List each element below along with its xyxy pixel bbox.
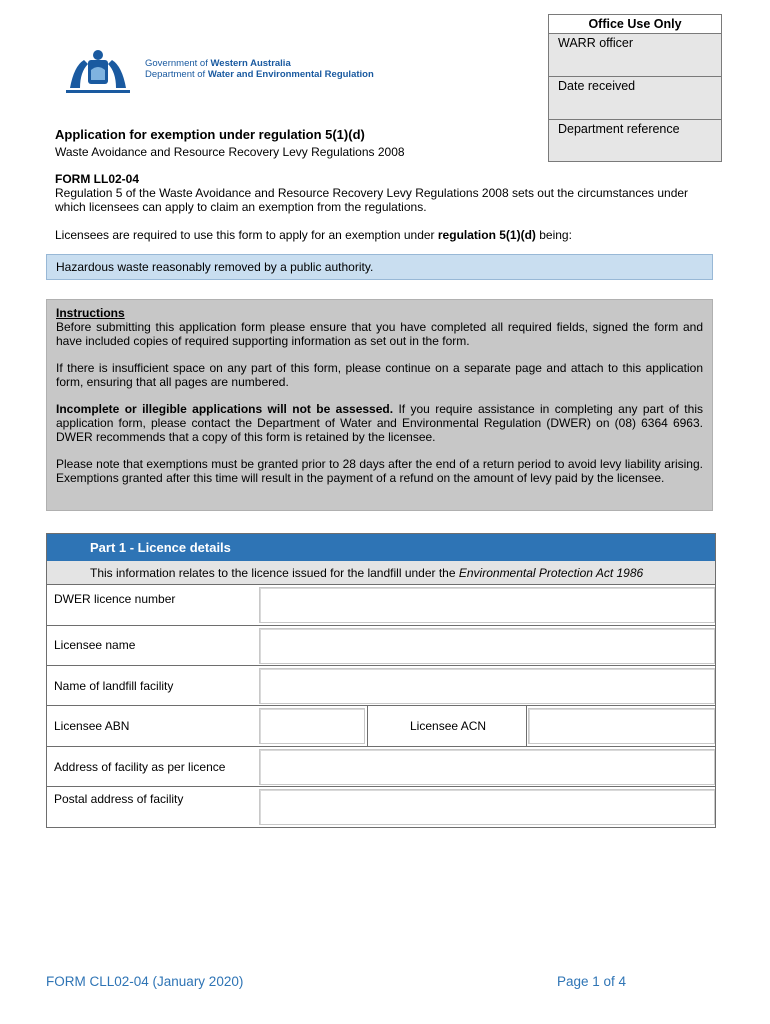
licensees-text: Licensees are required to use this form to apply for an exemption under [55, 228, 438, 242]
page-subtitle: Waste Avoidance and Resource Recovery Levy Regulations 2008 [55, 145, 405, 159]
wa-crest-logo [62, 48, 134, 98]
column-divider [367, 706, 368, 747]
landfill-name-label: Name of landfill facility [54, 679, 174, 693]
dwer-licence-row [47, 585, 715, 626]
facility-address-input[interactable] [259, 749, 715, 785]
office-use-box [548, 14, 722, 162]
postal-address-label: Postal address of facility [54, 792, 184, 806]
department-reference-field[interactable] [549, 120, 721, 163]
intro-paragraph: Regulation 5 of the Waste Avoidance and Resource Recovery Levy Regulations 2008 sets out the circumstances under which licensees can apply to claim an exemption from the regulations. [55, 186, 689, 214]
exemption-category-box: Hazardous waste reasonably removed by a public authority. [46, 254, 713, 280]
licensee-name-label: Licensee name [54, 638, 136, 652]
department-logo-text [145, 58, 374, 80]
page-title: Application for exemption under regulation 5(1)(d) [55, 127, 365, 142]
part1-subheading [47, 561, 715, 585]
licensees-text-end: being: [535, 228, 572, 242]
date-received-label: Date received [558, 79, 636, 93]
instructions-paragraph [56, 402, 703, 444]
instructions-box [46, 299, 713, 511]
licensee-abn-input[interactable] [259, 708, 365, 744]
licensee-abn-label: Licensee ABN [54, 719, 130, 733]
facility-address-label: Address of facility as per licence [54, 760, 226, 774]
regulation-reference: regulation 5(1)(d) [437, 228, 536, 242]
assistance-text: If you require assistance in completing any part of this application form, please contact the Department of Water and Environmental Regulation (DWER) on (08) 6364 6963. DWER recommends that a copy of this form is retained by the licensee. [56, 402, 703, 444]
part1-licence-details-table [46, 533, 716, 828]
warr-officer-label: WARR officer [558, 36, 634, 50]
footer-page-number: Page 1 of 4 [557, 974, 627, 989]
date-received-field[interactable] [549, 77, 721, 120]
instructions-paragraph: Please note that exemptions must be granted prior to 28 days after the end of a return period to avoid levy liability arising. Exemptions granted after this time will result in the payment of a refund on the amount of levy paid by the licensee. [56, 457, 703, 485]
department-reference-label: Department reference [558, 122, 680, 136]
licensee-acn-label: Licensee ACN [410, 719, 487, 733]
gov-prefix: Government of [145, 58, 211, 69]
footer-form-code: FORM CLL02-04 (January 2020) [46, 974, 244, 989]
gov-name: Western Australia [210, 58, 291, 69]
form-code: FORM LL02-04 [55, 172, 140, 186]
licensee-name-row [47, 626, 715, 666]
licensee-acn-input[interactable] [528, 708, 715, 744]
licensee-name-input[interactable] [259, 628, 715, 664]
column-divider [526, 706, 527, 747]
instructions-heading: Instructions [56, 306, 125, 320]
dept-prefix: Department of [145, 69, 208, 80]
facility-address-row [47, 747, 715, 787]
part1-heading: Part 1 - Licence details [47, 534, 715, 561]
warning-text: Incomplete or illegible applications will not be assessed. [56, 402, 394, 416]
instructions-paragraph: Before submitting this application form please ensure that you have completed all required fields, signed the form and have included copies of required supporting information as set out in the form. [56, 320, 703, 348]
dwer-licence-label: DWER licence number [54, 592, 176, 606]
act-name: Environmental Protection Act 1986 [458, 566, 644, 580]
postal-address-row [47, 787, 715, 827]
postal-address-input[interactable] [259, 789, 715, 825]
warr-officer-field[interactable] [549, 34, 721, 77]
landfill-name-input[interactable] [259, 668, 715, 704]
instructions-paragraph: If there is insufficient space on any part of this form, please continue on a separate page and attach to this application form, ensuring that all pages are numbered. [56, 361, 703, 389]
abn-acn-row [47, 706, 715, 747]
office-use-title: Office Use Only [549, 15, 721, 34]
licensees-paragraph [55, 228, 572, 242]
dept-name: Water and Environmental Regulation [207, 69, 374, 80]
landfill-name-row [47, 666, 715, 706]
dwer-licence-input[interactable] [259, 587, 715, 623]
part1-sub-text: This information relates to the licence issued for the landfill under the [90, 566, 459, 580]
